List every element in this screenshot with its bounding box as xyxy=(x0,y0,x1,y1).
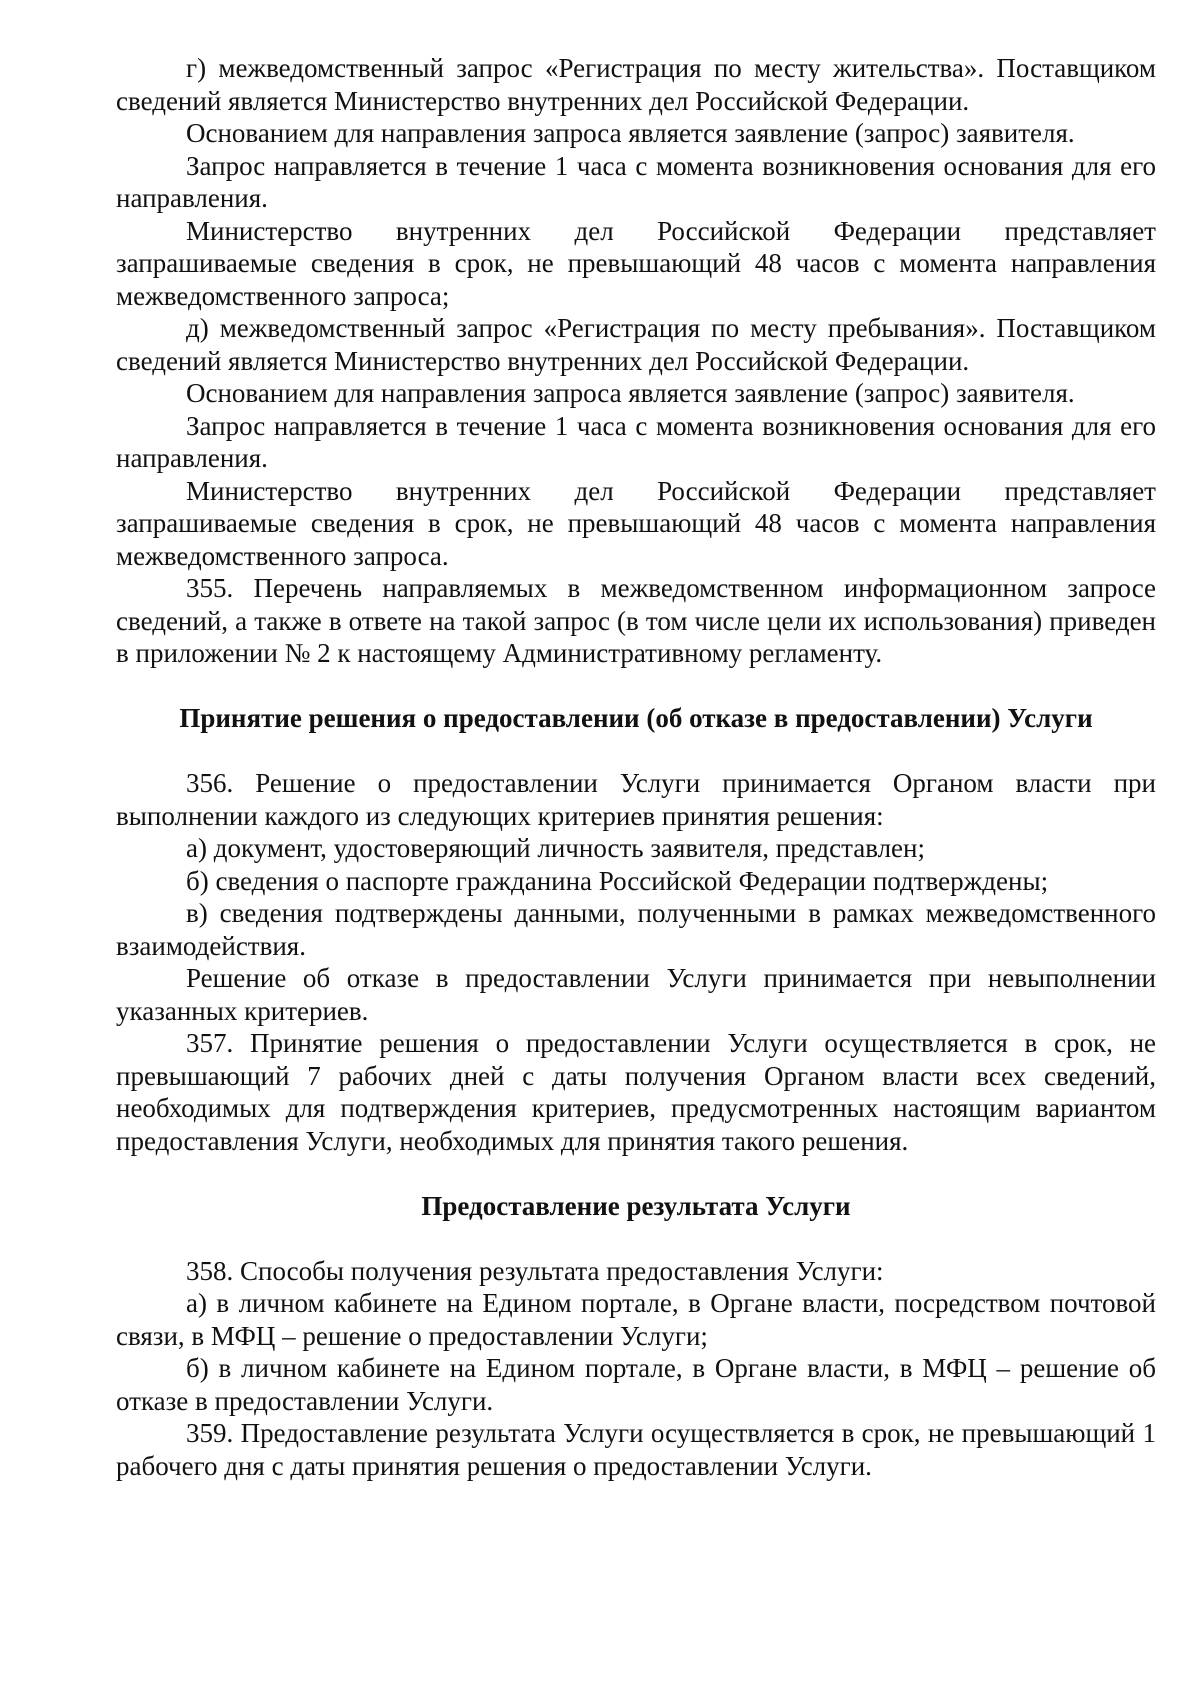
section-gap xyxy=(116,1222,1156,1255)
paragraph-ministry-response-2: Министерство внутренних дел Российской Федерации представляет запрашиваемые сведения в срок, не превышающий 48 часов с момента направления межведомственного запроса. xyxy=(116,475,1156,571)
paragraph-criterion-a: а) документ, удостоверяющий личность заявителя, представлен; xyxy=(186,833,925,863)
paragraph-item-d-registration-stay: д) межведомственный запрос «Регистрация по месту пребывания». Поставщиком сведений является Министерство внутренних дел Российской Федерации. xyxy=(116,313,1156,376)
section-heading-decision: Принятие решения о предоставлении (об отказе в предоставлении) Услуги xyxy=(179,703,1093,733)
paragraph-358: 358. Способы получения результата предоставления Услуги: xyxy=(186,1255,884,1286)
paragraph-refusal: Решение об отказе в предоставлении Услуги принимается при невыполнении указанных критериев. xyxy=(116,963,1156,1026)
paragraph-355: 355. Перечень направляемых в межведомственном информационном запросе сведений, а также в ответе на такой запрос (в том числе цели их использования) приведен в приложении № 2 к настоящему Административному регламенту. xyxy=(116,573,1156,668)
paragraph-request-timing-2: Запрос направляется в течение 1 часа с момента возникновения основания для его направления. xyxy=(116,410,1156,473)
paragraph-357: 357. Принятие решения о предоставлении Услуги осуществляется в срок, не превышающий 7 рабочих дней с даты получения Органом власти всех сведений, необходимых для подтверждения критериев, предусмотренных настоящим вариантом предоставления Услуги, необходимых для принятия такого решения. xyxy=(116,1028,1156,1156)
section-gap xyxy=(116,1157,1156,1190)
section-heading-result: Предоставление результата Услуги xyxy=(421,1190,851,1221)
paragraph-356: 356. Решение о предоставлении Услуги принимается Органом власти при выполнении каждого из следующих критериев принятия решения: xyxy=(116,768,1156,831)
section-gap xyxy=(116,735,1156,768)
paragraph-criterion-v: в) сведения подтверждены данными, полученными в рамках межведомственного взаимодействия. xyxy=(116,898,1156,961)
paragraph-request-basis-2: Основанием для направления запроса является заявление (запрос) заявителя. xyxy=(186,378,1075,408)
paragraph-method-b: б) в личном кабинете на Едином портале, в Органе власти, в МФЦ – решение об отказе в предоставлении Услуги. xyxy=(116,1353,1156,1416)
paragraph-request-basis: Основанием для направления запроса является заявление (запрос) заявителя. xyxy=(186,118,1075,148)
paragraph-request-timing: Запрос направляется в течение 1 часа с момента возникновения основания для его направления. xyxy=(116,150,1156,213)
section-gap xyxy=(116,670,1156,703)
paragraph-criterion-b: б) сведения о паспорте гражданина Российской Федерации подтверждены; xyxy=(186,865,1049,896)
paragraph-item-g-registration-residence: г) межведомственный запрос «Регистрация по месту жительства». Поставщиком сведений является Министерство внутренних дел Российской Федерации. xyxy=(116,53,1156,116)
paragraph-method-a: а) в личном кабинете на Едином портале, в Органе власти, посредством почтовой связи, в МФЦ – решение о предоставлении Услуги; xyxy=(116,1288,1156,1351)
paragraph-359: 359. Предоставление результата Услуги осуществляется в срок, не превышающий 1 рабочего дня с даты принятия решения о предоставлении Услуги. xyxy=(116,1418,1156,1481)
document-page xyxy=(116,52,1156,1482)
paragraph-ministry-response: Министерство внутренних дел Российской Федерации представляет запрашиваемые сведения в срок, не превышающий 48 часов с момента направления межведомственного запроса; xyxy=(116,215,1156,311)
